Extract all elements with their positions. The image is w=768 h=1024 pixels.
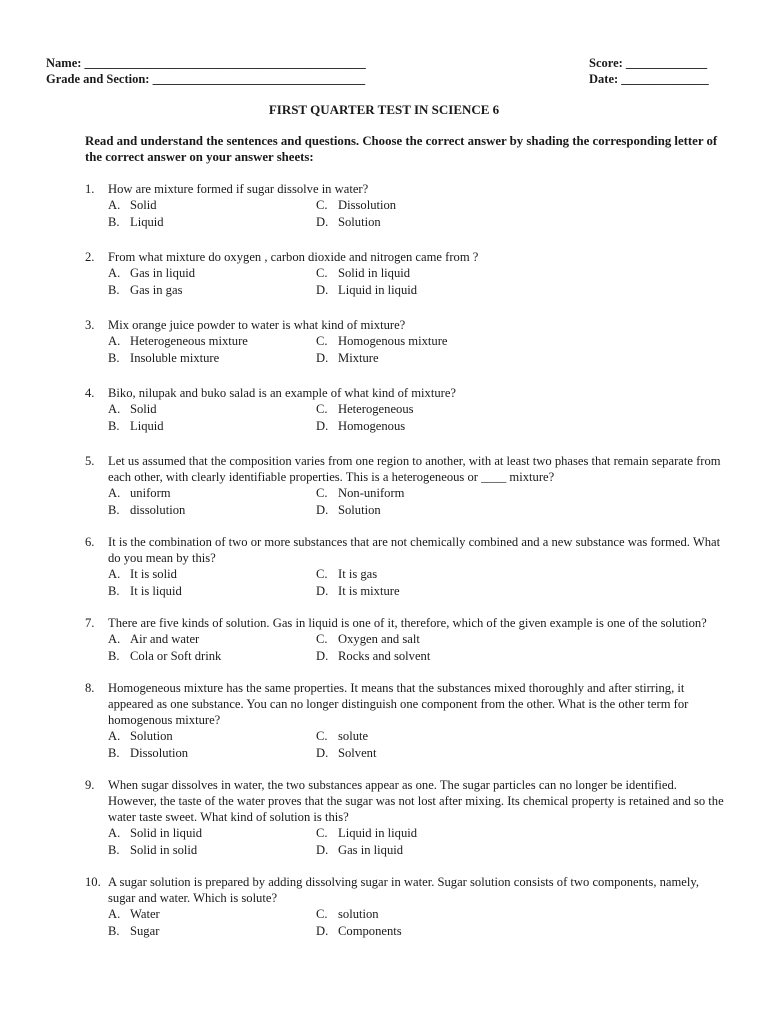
- date-blank: ______________: [621, 72, 709, 86]
- choice-text: Liquid: [130, 418, 164, 433]
- choices: [108, 825, 725, 858]
- question-text: When sugar dissolves in water, the two substances appear as one. The sugar particles can no longer be identified. However, the taste of the water proves that the sugar was not lost after mixing. Its chemical property is retained and so the water taste sweet. What kind of solution is this?: [108, 778, 724, 824]
- choice-text: Liquid: [130, 214, 164, 229]
- choice-letter: B.: [108, 282, 120, 297]
- choice-c: [316, 631, 636, 648]
- question-number: 7.: [85, 616, 95, 630]
- choice-letter: C.: [316, 907, 328, 921]
- choice-text: Insoluble mixture: [130, 350, 220, 365]
- date-label: Date:: [589, 72, 619, 86]
- question-text: It is the combination of two or more substances that are not chemically combined and a new substance was formed. What do you mean by this?: [108, 535, 721, 565]
- choice-a: [108, 631, 316, 648]
- choice-d: [316, 842, 636, 859]
- date-field: [589, 72, 709, 87]
- choice-b: [108, 502, 316, 519]
- question-7: [85, 615, 725, 664]
- choice-text: Dissolution: [338, 198, 397, 212]
- choice-text: Homogenous: [338, 418, 406, 433]
- choice-letter: C.: [316, 567, 328, 581]
- choice-d: [316, 418, 636, 435]
- choice-c: [316, 265, 636, 282]
- choice-letter: A.: [108, 402, 121, 416]
- choice-text: dissolution: [130, 502, 186, 517]
- choice-letter: A.: [108, 826, 121, 840]
- name-blank: _____________________________________________: [84, 56, 366, 70]
- choice-letter: C.: [316, 402, 328, 416]
- choice-text: Solid in liquid: [130, 826, 203, 840]
- choice-b: [108, 214, 316, 231]
- choice-d: [316, 923, 636, 940]
- instructions: Read and understand the sentences and questions. Choose the correct answer by shading the corresponding letter of the correct answer on your answer sheets:: [85, 134, 718, 164]
- question-5: [85, 453, 725, 518]
- choice-a: [108, 197, 316, 214]
- choice-letter: A.: [108, 632, 121, 646]
- choices: [108, 631, 725, 664]
- question-text: Let us assumed that the composition varies from one region to another, with at least two phases that remain separate from each other, with clearly identifiable properties. This is a heterogeneous or ____ mixture?: [108, 454, 721, 484]
- question-2: [85, 249, 725, 298]
- choice-text: Homogenous mixture: [338, 334, 448, 348]
- question-text: Mix orange juice powder to water is what kind of mixture?: [108, 318, 406, 332]
- choice-letter: B.: [108, 583, 120, 598]
- choice-a: [108, 333, 316, 350]
- choices: [108, 265, 725, 298]
- choices: [108, 566, 725, 599]
- question-number: 2.: [85, 250, 95, 264]
- question-3: [85, 317, 725, 366]
- choice-letter: C.: [316, 486, 328, 500]
- choice-d: [316, 282, 636, 299]
- question-number: 9.: [85, 778, 95, 792]
- choice-text: Rocks and solvent: [338, 648, 431, 663]
- choices: [108, 485, 725, 518]
- choice-letter: C.: [316, 198, 328, 212]
- choice-letter: D.: [316, 745, 329, 760]
- choice-text: solute: [338, 729, 369, 743]
- choice-letter: B.: [108, 923, 120, 938]
- name-label: Name:: [46, 56, 82, 70]
- choice-letter: B.: [108, 418, 120, 433]
- choices: [108, 197, 725, 230]
- choice-text: Gas in liquid: [338, 842, 404, 857]
- choice-a: [108, 566, 316, 583]
- choice-text: It is gas: [338, 567, 378, 581]
- choice-letter: D.: [316, 350, 329, 365]
- choice-c: [316, 825, 636, 842]
- choices: [108, 333, 725, 366]
- choice-letter: D.: [316, 923, 329, 938]
- question-6: [85, 534, 725, 599]
- question-9: [85, 777, 725, 858]
- choices: [108, 728, 725, 761]
- choice-a: [108, 825, 316, 842]
- choice-letter: A.: [108, 198, 121, 212]
- choice-text: Solvent: [338, 745, 377, 760]
- choice-letter: D.: [316, 583, 329, 598]
- choice-text: Mixture: [338, 350, 379, 365]
- choice-d: [316, 745, 636, 762]
- choice-letter: A.: [108, 567, 121, 581]
- question-text: Homogeneous mixture has the same properties. It means that the substances mixed thoroughly and after stirring, it appeared as one substance. You can no longer distinguish one component from the other. What is the other term for homogenous mixture?: [108, 681, 689, 727]
- choice-text: Solid: [130, 402, 157, 416]
- question-text: How are mixture formed if sugar dissolve in water?: [108, 182, 369, 196]
- choice-letter: B.: [108, 842, 120, 857]
- question-text: There are five kinds of solution. Gas in liquid is one of it, therefore, which of the given example is one of the solution?: [108, 616, 707, 630]
- choice-text: It is liquid: [130, 583, 182, 598]
- choice-letter: D.: [316, 418, 329, 433]
- choice-text: Solid in liquid: [338, 266, 411, 280]
- choice-d: [316, 583, 636, 600]
- choice-text: Components: [338, 923, 402, 938]
- question-10: [85, 874, 725, 939]
- choice-text: It is solid: [130, 567, 177, 581]
- choice-letter: B.: [108, 648, 120, 663]
- choices: [108, 401, 725, 434]
- choice-letter: A.: [108, 334, 121, 348]
- score-blank: _____________: [625, 56, 708, 70]
- choice-letter: A.: [108, 729, 121, 743]
- grade-section-field: [46, 72, 365, 87]
- grade-section-label: Grade and Section:: [46, 72, 150, 86]
- question-number: 3.: [85, 318, 95, 332]
- choice-a: [108, 906, 316, 923]
- name-field: [46, 56, 366, 71]
- choice-b: [108, 583, 316, 600]
- choice-b: [108, 745, 316, 762]
- choice-letter: C.: [316, 334, 328, 348]
- question-text: Biko, nilupak and buko salad is an example of what kind of mixture?: [108, 386, 457, 400]
- choice-text: Heterogeneous mixture: [130, 334, 248, 348]
- choice-letter: B.: [108, 745, 120, 760]
- choice-letter: D.: [316, 282, 329, 297]
- choice-c: [316, 906, 636, 923]
- choice-text: Sugar: [130, 923, 160, 938]
- choice-text: It is mixture: [338, 583, 400, 598]
- choice-text: Dissolution: [130, 745, 189, 760]
- choice-letter: A.: [108, 486, 121, 500]
- choice-letter: D.: [316, 842, 329, 857]
- choice-a: [108, 728, 316, 745]
- choice-letter: B.: [108, 502, 120, 517]
- choice-c: [316, 401, 636, 418]
- choice-d: [316, 350, 636, 367]
- choice-text: solution: [338, 907, 379, 921]
- choice-text: Heterogeneous: [338, 402, 414, 416]
- choice-letter: C.: [316, 632, 328, 646]
- question-text: A sugar solution is prepared by adding dissolving sugar in water. Sugar solution consists of two components, namely, sugar and water. Which is solute?: [108, 875, 700, 905]
- choice-text: Solid in solid: [130, 842, 198, 857]
- choices: [108, 906, 725, 939]
- choice-letter: A.: [108, 907, 121, 921]
- choice-letter: A.: [108, 266, 121, 280]
- choice-text: uniform: [130, 486, 171, 500]
- choice-c: [316, 197, 636, 214]
- choice-text: Solid: [130, 198, 157, 212]
- question-number: 5.: [85, 454, 95, 468]
- choice-text: Solution: [130, 729, 173, 743]
- choice-b: [108, 418, 316, 435]
- choice-c: [316, 485, 636, 502]
- choice-letter: C.: [316, 729, 328, 743]
- choice-text: Solution: [338, 214, 381, 229]
- choice-d: [316, 502, 636, 519]
- question-number: 8.: [85, 681, 95, 695]
- choice-text: Liquid in liquid: [338, 282, 418, 297]
- choice-letter: C.: [316, 266, 328, 280]
- choice-text: Liquid in liquid: [338, 826, 418, 840]
- choice-b: [108, 282, 316, 299]
- choice-text: Solution: [338, 502, 381, 517]
- score-label: Score:: [589, 56, 623, 70]
- question-4: [85, 385, 725, 434]
- score-field: [589, 56, 707, 71]
- choice-letter: C.: [316, 826, 328, 840]
- choice-letter: B.: [108, 350, 120, 365]
- choice-letter: D.: [316, 502, 329, 517]
- choice-text: Cola or Soft drink: [130, 648, 222, 663]
- choice-a: [108, 485, 316, 502]
- page-title: FIRST QUARTER TEST IN SCIENCE 6: [268, 102, 500, 117]
- choice-b: [108, 648, 316, 665]
- choice-a: [108, 401, 316, 418]
- grade-section-blank: __________________________________: [152, 72, 366, 86]
- choice-b: [108, 350, 316, 367]
- choice-text: Non-uniform: [338, 486, 405, 500]
- question-1: [85, 181, 725, 230]
- choice-c: [316, 333, 636, 350]
- choice-b: [108, 842, 316, 859]
- question-text: From what mixture do oxygen , carbon dioxide and nitrogen came from ?: [108, 250, 479, 264]
- choice-text: Gas in liquid: [130, 266, 196, 280]
- choice-letter: B.: [108, 214, 120, 229]
- question-number: 6.: [85, 535, 95, 549]
- question-number: 10.: [85, 875, 101, 889]
- choice-c: [316, 566, 636, 583]
- question-number: 1.: [85, 182, 95, 196]
- choice-text: Oxygen and salt: [338, 632, 420, 646]
- choice-text: Gas in gas: [130, 282, 183, 297]
- choice-text: Water: [130, 907, 160, 921]
- question-8: [85, 680, 725, 761]
- choice-text: Air and water: [130, 632, 200, 646]
- choice-a: [108, 265, 316, 282]
- choice-b: [108, 923, 316, 940]
- choice-letter: D.: [316, 648, 329, 663]
- choice-d: [316, 648, 636, 665]
- choice-d: [316, 214, 636, 231]
- choice-c: [316, 728, 636, 745]
- choice-letter: D.: [316, 214, 329, 229]
- question-list: [85, 181, 725, 939]
- question-number: 4.: [85, 386, 95, 400]
